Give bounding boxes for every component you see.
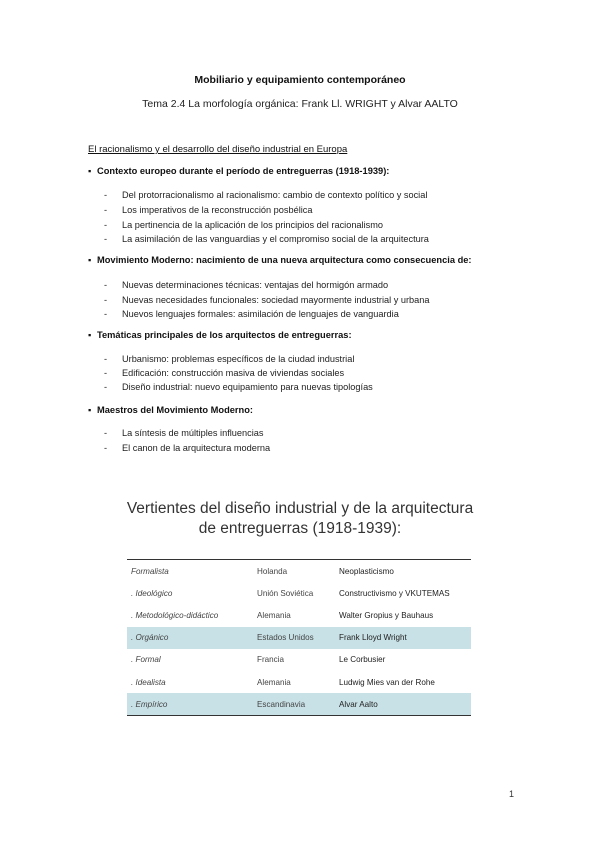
table-cell-pais: Holanda xyxy=(253,560,335,583)
list-item-text: Diseño industrial: nuevo equipamiento para nuevas tipologías xyxy=(122,382,373,392)
page-title: Mobiliario y equipamiento contemporáneo xyxy=(194,74,406,86)
table-cell-pais: Alemania xyxy=(257,610,291,620)
bullet-icon: ▪ xyxy=(88,405,92,415)
list-item xyxy=(104,220,383,230)
group-heading-text: Temáticas principales de los arquitectos de entreguerras: xyxy=(97,330,352,340)
group-heading-tematicas xyxy=(88,330,352,340)
list-item xyxy=(104,382,373,392)
list-item-text: El canon de la arquitectura moderna xyxy=(122,443,271,453)
list-item xyxy=(104,354,354,364)
list-item xyxy=(104,368,344,378)
bullet-icon: ▪ xyxy=(88,166,92,176)
table-cell-pais: Francia xyxy=(257,655,284,665)
list-item-text: La pertinencia de la aplicación de los principios del racionalismo xyxy=(122,220,383,230)
dash-icon: - xyxy=(104,428,108,438)
table-cell-referente: Walter Gropius y Bauhaus xyxy=(339,610,434,620)
table-row xyxy=(127,649,471,671)
list-item-text: Los imperativos de la reconstrucción posbélica xyxy=(122,205,313,215)
dash-icon: - xyxy=(104,354,108,364)
table-row xyxy=(127,627,471,649)
table-cell-pais: Escandinavia xyxy=(253,693,335,716)
group-heading-movimiento xyxy=(88,255,472,265)
table-cell-referente: Le Corbusier xyxy=(339,655,386,665)
dash-icon: - xyxy=(104,190,108,200)
table-cell-referente: Alvar Aalto xyxy=(335,693,471,716)
group-heading-text: Movimiento Moderno: nacimiento de una nueva arquitectura como consecuencia de: xyxy=(97,255,472,265)
dash-icon: - xyxy=(104,382,108,392)
dash-icon: - xyxy=(104,205,108,215)
group-heading-text: Contexto europeo durante el período de entreguerras (1918-1939): xyxy=(97,166,390,176)
dash-icon: - xyxy=(104,443,108,453)
list-item xyxy=(104,234,429,244)
table-cell-vertiente: Formalista xyxy=(127,560,253,583)
section-heading: El racionalismo y el desarrollo del diseño industrial en Europa xyxy=(88,144,348,155)
table-title-line-1: Vertientes del diseño industrial y de la arquitectura xyxy=(126,500,474,517)
table-cell-pais: Estados Unidos xyxy=(253,627,335,649)
list-item-text: Nuevas determinaciones técnicas: ventajas del hormigón armado xyxy=(122,280,389,290)
table-cell-vertiente: . Empírico xyxy=(127,693,253,716)
group-heading-contexto xyxy=(88,166,389,176)
vertientes-table xyxy=(127,559,471,716)
list-item-text: Nuevas necesidades funcionales: sociedad mayormente industrial y urbana xyxy=(122,295,430,305)
table-cell-vertiente: . Formal xyxy=(131,655,161,665)
dash-icon: - xyxy=(104,368,108,378)
table-row xyxy=(127,582,471,604)
table-cell-pais: Unión Soviética xyxy=(257,588,314,598)
table-cell-referente: Constructivismo y VKUTEMAS xyxy=(339,588,450,598)
bullet-icon: ▪ xyxy=(88,330,92,340)
dash-icon: - xyxy=(104,280,108,290)
list-item-text: Del protorracionalismo al racionalismo: cambio de contexto político y social xyxy=(122,190,428,200)
table-cell-vertiente: . Ideológico xyxy=(131,588,173,598)
table-cell-vertiente: . Metodológico-didáctico xyxy=(131,610,219,620)
group-heading-text: Maestros del Movimiento Moderno: xyxy=(97,405,253,415)
page-subtitle: Tema 2.4 La morfología orgánica: Frank Ll. WRIGHT y Alvar AALTO xyxy=(142,98,458,110)
table-cell-vertiente: . Orgánico xyxy=(127,627,253,649)
list-item xyxy=(104,443,270,453)
list-item xyxy=(104,280,388,290)
table-title-line-2: de entreguerras (1918-1939): xyxy=(198,520,402,537)
list-item xyxy=(104,190,427,200)
list-item xyxy=(104,295,429,305)
bullet-icon: ▪ xyxy=(88,255,92,265)
list-item-text: Edificación: construcción masiva de viviendas sociales xyxy=(122,368,345,378)
table-row xyxy=(127,693,471,716)
list-item xyxy=(104,309,399,319)
table-row xyxy=(127,560,471,583)
table-cell-pais: Alemania xyxy=(257,677,291,687)
group-heading-maestros xyxy=(88,405,253,415)
table-cell-referente: Frank Lloyd Wright xyxy=(335,627,471,649)
table-row xyxy=(127,671,471,693)
dash-icon: - xyxy=(104,309,108,319)
dash-icon: - xyxy=(104,234,108,244)
table-cell-referente: Neoplasticismo xyxy=(335,560,471,583)
dash-icon: - xyxy=(104,295,108,305)
page-number: 1 xyxy=(509,789,515,799)
dash-icon: - xyxy=(104,220,108,230)
list-item-text: La síntesis de múltiples influencias xyxy=(122,428,264,438)
list-item xyxy=(104,428,263,438)
table-row xyxy=(127,604,471,626)
list-item-text: Nuevos lenguajes formales: asimilación de lenguajes de vanguardia xyxy=(122,309,399,319)
list-item-text: Urbanismo: problemas específicos de la ciudad industrial xyxy=(122,354,355,364)
table-title xyxy=(0,499,600,539)
list-item-text: La asimilación de las vanguardias y el compromiso social de la arquitectura xyxy=(122,234,429,244)
list-item xyxy=(104,205,312,215)
table-cell-vertiente: . Idealista xyxy=(131,677,166,687)
table-cell-referente: Ludwig Mies van der Rohe xyxy=(339,677,435,687)
